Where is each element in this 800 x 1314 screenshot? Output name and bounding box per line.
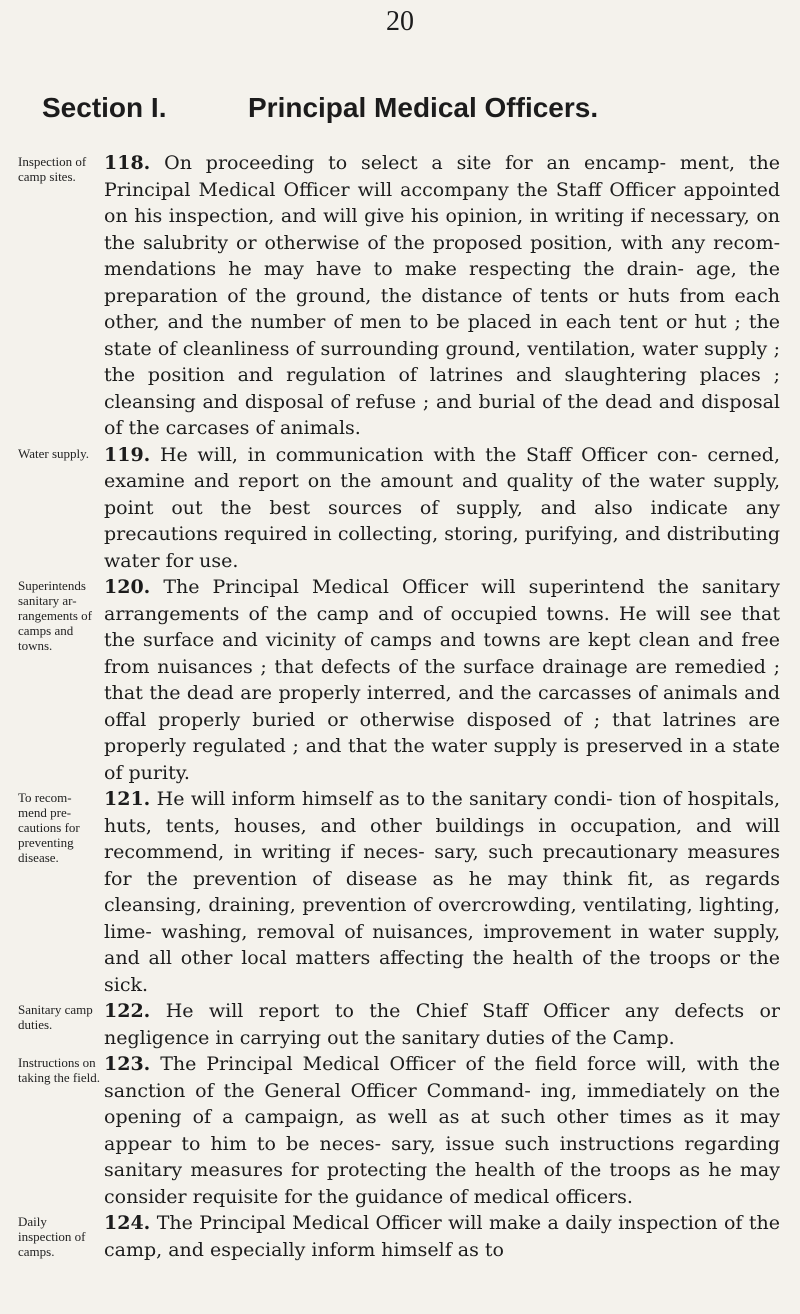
- paragraph-124: [0, 1210, 800, 1263]
- paragraph-body: He will report to the Chief Staff Officer any defects or negligence in carrying out the sanitary duties of the Camp.: [104, 1000, 781, 1049]
- paragraph-body: He will inform himself as to the sanitary condi- tion of hospitals, huts, tents, houses, and other buildings in occupation, and will recommend, in writing if neces- sary, such precautionary measures for the prevention of disease as he may think fit, as regards cleansing, draining, prevention of overcrowding, ventilating, lighting, lime- washing, removal of nuisances, improvement in water supply, and all other local matters affecting the health of the troops or the sick.: [104, 788, 780, 996]
- document-body: [0, 150, 800, 1263]
- paragraph-118: [0, 150, 800, 442]
- paragraph-121: [0, 786, 800, 998]
- paragraph-123: [0, 1051, 800, 1210]
- paragraph-text: [104, 150, 780, 442]
- paragraph-number: 124.: [104, 1212, 151, 1234]
- paragraph-body: The Principal Medical Officer will superintend the sanitary arrangements of the camp and of occupied towns. He will see that the surface and vicinity of camps and towns are kept clean and free from nuisances ; that defects of the surface drainage are remedied ; that the dead are properly interred, and the carcasses of animals and offal properly buried or otherwise disposed of ; that latrines are properly regulated ; and that the water supply is preserved in a state of purity.: [104, 576, 780, 784]
- section-label: Section I.: [42, 92, 167, 123]
- margin-note: Superintends sanitary ar- rangements of camps and towns.: [18, 578, 93, 653]
- paragraph-number: 120.: [104, 576, 151, 598]
- paragraph-body: He will, in communication with the Staff Officer con- cerned, examine and report on the amount and quality of the water supply, point out the best sources of supply, and also indicate any precautions required in collecting, storing, purifying, and distributing water for use.: [104, 443, 780, 572]
- paragraph-body: The Principal Medical Officer will make a daily inspection of the camp, and especially inform himself as to: [104, 1212, 780, 1261]
- margin-note: Instructions on taking the field.: [18, 1055, 100, 1085]
- paragraph-119: [0, 442, 800, 575]
- margin-note: To recom- mend pre- cautions for preventing disease.: [18, 790, 80, 865]
- paragraph-text: [104, 998, 780, 1051]
- page-number: 20: [386, 6, 414, 37]
- paragraph-number: 123.: [104, 1053, 151, 1075]
- margin-note: Inspection of camp sites.: [18, 154, 87, 184]
- paragraph-body: The Principal Medical Officer of the field force will, with the sanction of the General Officer Command- ing, immediately on the opening of a campaign, as well as at such other times as it may appear to him to be neces- sary, issue such instructions regarding sanitary measures for protecting the health of the troops as he may consider requisite for the guidance of medical officers.: [104, 1053, 780, 1208]
- paragraph-text: [104, 574, 780, 786]
- paragraph-122: [0, 998, 800, 1051]
- page-title: Principal Medical Officers.: [248, 92, 599, 123]
- margin-note: Daily inspection of camps.: [18, 1214, 86, 1259]
- paragraph-text: [104, 1051, 780, 1210]
- paragraph-120: [0, 574, 800, 786]
- paragraph-text: [104, 1210, 780, 1263]
- margin-note: Sanitary camp duties.: [18, 1002, 93, 1032]
- paragraph-number: 121.: [104, 788, 151, 810]
- margin-note: Water supply.: [18, 445, 90, 461]
- paragraph-text: [104, 442, 780, 575]
- page-header: [42, 92, 762, 132]
- paragraph-number: 119.: [104, 443, 151, 466]
- paragraph-text: [104, 786, 780, 998]
- paragraph-body: On proceeding to select a site for an encamp- ment, the Principal Medical Officer will accompany the Staff Officer appointed on his inspection, and will give his opinion, in writing if necessary, on the salubrity or otherwise of the proposed position, with any recom- mendations he may have to make respecting the drain- age, the preparation of the ground, the distance of tents or huts from each other, and the number of men to be placed in each tent or hut ; the state of cleanliness of surrounding ground, ventilation, water supply ; the position and regulation of latrines and slaughtering places ; cleansing and disposal of refuse ; and burial of the dead and disposal of the carcases of animals.: [104, 152, 780, 439]
- paragraph-number: 118.: [104, 152, 151, 174]
- paragraph-number: 122.: [104, 1000, 151, 1022]
